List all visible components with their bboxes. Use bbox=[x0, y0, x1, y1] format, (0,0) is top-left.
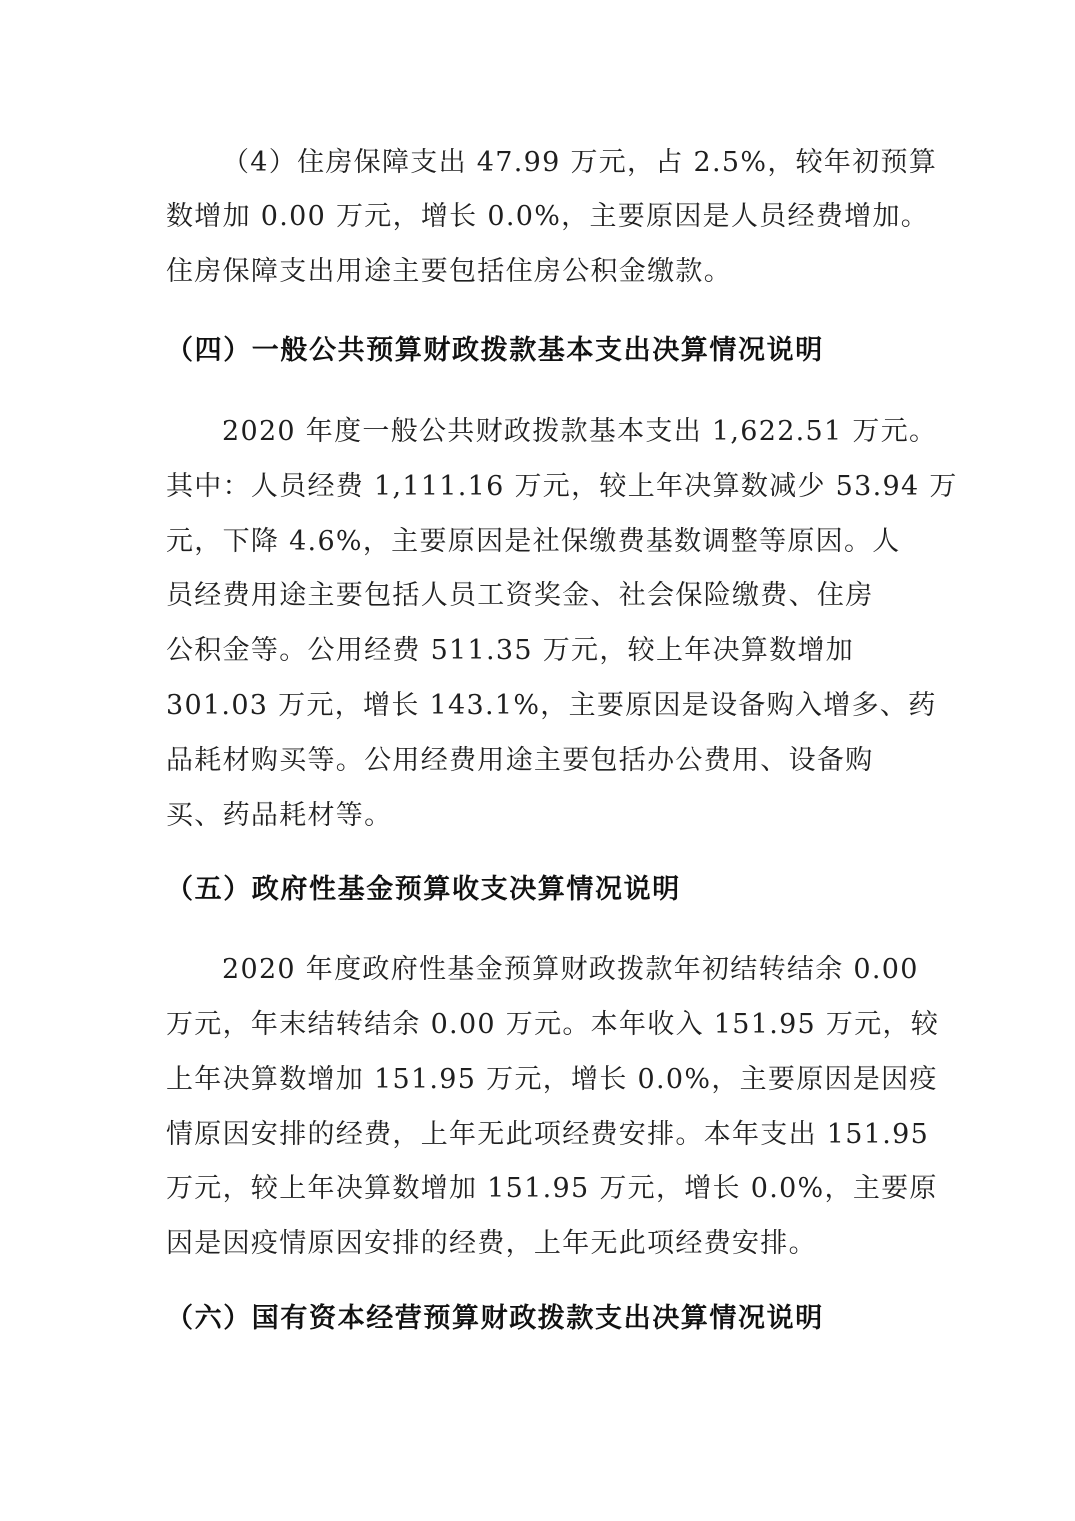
paragraph-line: 万元，较上年决算数增加 151.95 万元，增长 0.0%，主要原 bbox=[166, 1173, 938, 1204]
paragraph-line: 元，下降 4.6%，主要原因是社保缴费基数调整等原因。人 bbox=[166, 526, 901, 557]
section-heading: （四）一般公共预算财政拨款基本支出决算情况说明 bbox=[166, 335, 824, 366]
paragraph-line: 其中：人员经费 1,111.16 万元，较上年决算数减少 53.94 万 bbox=[166, 471, 958, 502]
paragraph-line: 买、药品耗材等。 bbox=[166, 800, 393, 831]
paragraph-line: 因是因疫情原因安排的经费，上年无此项经费安排。 bbox=[166, 1228, 817, 1259]
paragraph-line: 情原因安排的经费，上年无此项经费安排。本年支出 151.95 bbox=[166, 1119, 930, 1150]
paragraph-line: 住房保障支出用途主要包括住房公积金缴款。 bbox=[166, 256, 732, 287]
paragraph-line: 员经费用途主要包括人员工资奖金、社会保险缴费、住房 bbox=[166, 580, 874, 611]
paragraph-line: 2020 年度政府性基金预算财政拨款年初结转结余 0.00 bbox=[222, 954, 919, 985]
paragraph-line: 2020 年度一般公共财政拨款基本支出 1,622.51 万元。 bbox=[222, 416, 938, 447]
paragraph-line: 数增加 0.00 万元，增长 0.0%，主要原因是人员经费增加。 bbox=[166, 201, 930, 232]
section-heading: （六）国有资本经营预算财政拨款支出决算情况说明 bbox=[166, 1303, 824, 1334]
paragraph-line: 公积金等。公用经费 511.35 万元，较上年决算数增加 bbox=[166, 635, 855, 666]
paragraph-line: 上年决算数增加 151.95 万元，增长 0.0%，主要原因是因疫 bbox=[166, 1064, 938, 1095]
paragraph-line: 品耗材购买等。公用经费用途主要包括办公费用、设备购 bbox=[166, 745, 874, 776]
paragraph-line: 万元，年末结转结余 0.00 万元。本年收入 151.95 万元，较 bbox=[166, 1009, 940, 1040]
paragraph-line: 301.03 万元，增长 143.1%，主要原因是设备购入增多、药 bbox=[166, 690, 937, 721]
section-heading: （五）政府性基金预算收支决算情况说明 bbox=[166, 874, 681, 905]
paragraph-line: （4）住房保障支出 47.99 万元，占 2.5%，较年初预算 bbox=[222, 147, 938, 178]
